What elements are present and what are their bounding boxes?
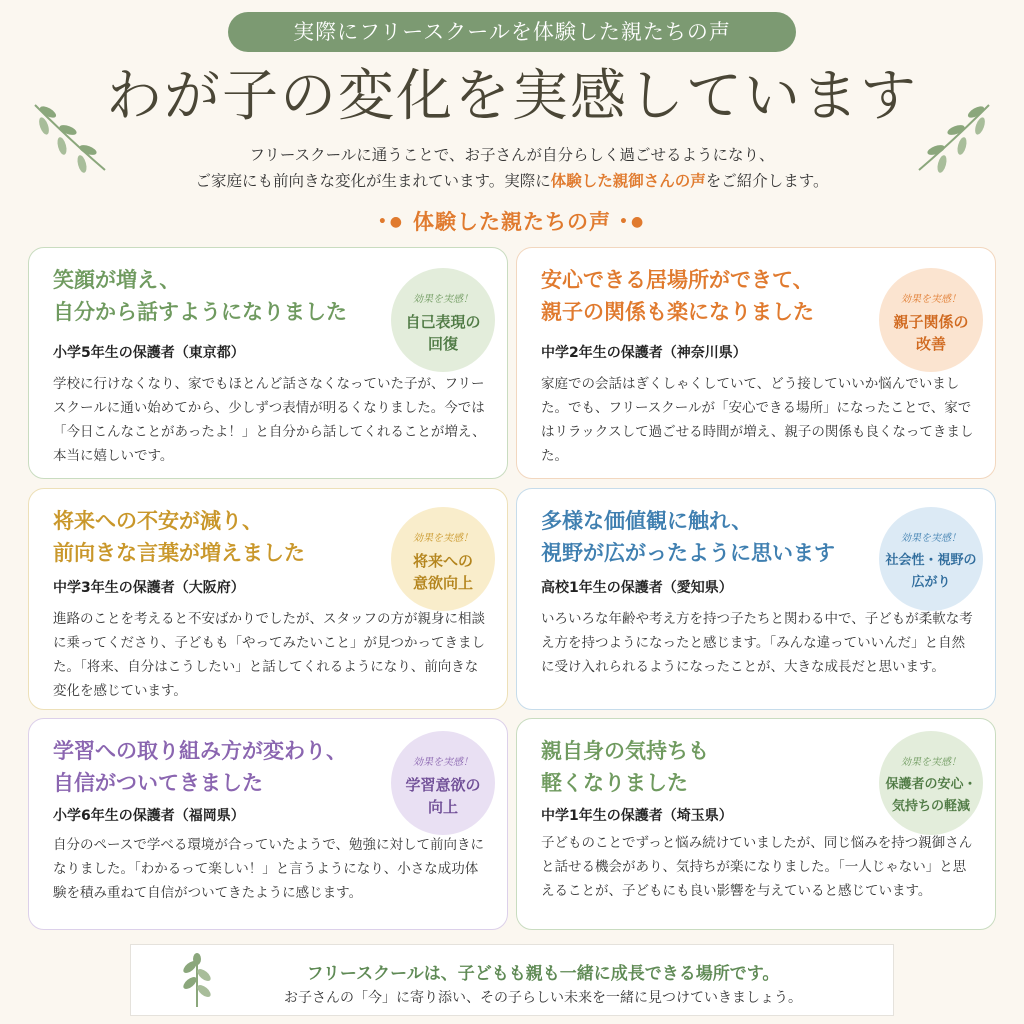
testimonial-card-6 <box>516 718 996 930</box>
intro-line-2-end: をご紹介します。 <box>705 172 829 190</box>
badge-label: 社会性・視野の 広がり <box>885 553 977 590</box>
card-title: 多様な価値観に触れ、 視野が広がったように思います <box>541 509 835 565</box>
parent-info: 小学5年生の保護者（東京都） <box>53 345 245 361</box>
footer-headline: フリースクールは、子どもも親も一緒に成長できる場所です。 <box>306 964 780 984</box>
parent-info: 中学2年生の保護者（神奈川県） <box>541 345 747 361</box>
testimonial-text: 家庭での会話はぎくしゃくしていて、どう接していいか悩んでいました。でも、フリースクールが「安心できる場所」になったことで、家ではリラックスして過ごせる時間が増え、親子の関係も良くなってきました。 <box>541 376 974 464</box>
intro-line-1: フリースクールに通うことで、お子さんが自分らしく過ごせるようになり、 <box>249 146 775 164</box>
badge-caption: 効果を実感！ <box>901 757 961 768</box>
testimonial-text: 進路のことを考えると不安ばかりでしたが、スタッフの方が親身に相談に乗ってくださり、子どもも「やってみたいこと」が見つかってきました。「将来、自分はこうしたい」と話してくれるようになり、前向きな変化を感じています。 <box>53 611 485 699</box>
intro-line-2-start: ご家庭にも前向きな変化が生まれています。実際に <box>195 172 551 190</box>
testimonial-card-2 <box>516 247 996 479</box>
card-title: 将来への不安が減り、 前向きな言葉が増えました <box>53 509 305 565</box>
intro-line-2 <box>0 168 1024 194</box>
testimonial-text: 学校に行けなくなり、家でもほとんど話さなくなっていた子が、フリースクールに通い始めてから、少しずつ表情が明るくなりました。今では「今日こんなことがあったよ！」と自分から話してくれることが増え、本当に嬉しいです。 <box>53 376 486 464</box>
testimonial-text: 自分のペースで学べる環境が合っていたようで、勉強に対して前向きになりました。「わかるって楽しい！」と言うようになり、小さな成功体験を積み重ねて自信がついてきたように感じます。 <box>53 837 485 901</box>
testimonial-card-4 <box>516 488 996 710</box>
card-title: 学習への取り組み方が変わり、 自信がついてきました <box>53 739 347 795</box>
badge-label: 自己表現の 回復 <box>405 313 481 353</box>
effect-badge <box>391 507 495 611</box>
parent-info: 中学3年生の保護者（大阪府） <box>53 580 245 596</box>
badge-caption: 効果を実感！ <box>901 533 961 544</box>
footer-subtext: お子さんの「今」に寄り添い、その子らしい未来を一緒に見つけていきましょう。 <box>284 990 802 1006</box>
badge-caption: 効果を実感！ <box>413 757 473 768</box>
footer-message-box <box>130 944 894 1016</box>
header-banner: 実際にフリースクールを体験した親たちの声 <box>228 12 796 52</box>
effect-badge <box>879 507 983 611</box>
effect-badge <box>879 268 983 372</box>
section-dots-right: •● <box>619 214 647 230</box>
badge-label: 親子関係の 改善 <box>893 313 969 353</box>
card-title: 親自身の気持ちも 軽くなりました <box>541 739 709 795</box>
effect-badge <box>391 731 495 835</box>
effect-badge <box>391 268 495 372</box>
testimonial-card-3 <box>28 488 508 710</box>
parent-info: 中学1年生の保護者（埼玉県） <box>541 808 733 824</box>
badge-label: 保護者の安心・ 気持ちの軽減 <box>885 777 977 814</box>
parent-info: 高校1年生の保護者（愛知県） <box>541 580 733 596</box>
badge-label: 将来への 意欲向上 <box>412 552 473 592</box>
card-title: 笑顔が増え、 自分から話すようになりました <box>53 268 347 324</box>
badge-caption: 効果を実感！ <box>413 533 473 544</box>
badge-label: 学習意欲の 向上 <box>405 776 481 816</box>
testimonial-text: いろいろな年齢や考え方を持つ子たちと関わる中で、子どもが柔軟な考え方を持つようになったと感じます。「みんな違っていいんだ」と自然に受け入れられるようになったことが、大きな成長だと思います。 <box>541 611 973 675</box>
testimonial-card-1 <box>28 247 508 479</box>
intro-highlight: 体験した親御さんの声 <box>550 172 706 190</box>
intro-text <box>0 142 1024 194</box>
effect-badge <box>879 731 983 835</box>
section-heading <box>0 206 1024 236</box>
section-heading-text: 体験した親たちの声 <box>413 210 611 234</box>
badge-caption: 効果を実感！ <box>413 294 473 305</box>
card-title: 安心できる居場所ができて、 親子の関係も楽になりました <box>541 268 814 324</box>
badge-caption: 効果を実感！ <box>901 294 961 305</box>
testimonial-text: 子どものことでずっと悩み続けていましたが、同じ悩みを持つ親御さんと話せる機会があり、気持ちが楽になりました。「一人じゃない」と思えることが、子どもにも良い影響を与えていると感じています。 <box>541 835 973 899</box>
testimonial-card-5 <box>28 718 508 930</box>
page-title: わが子の変化を実感しています <box>106 64 918 129</box>
parent-info: 小学6年生の保護者（福岡県） <box>53 808 245 824</box>
section-dots-left: •● <box>377 214 405 230</box>
